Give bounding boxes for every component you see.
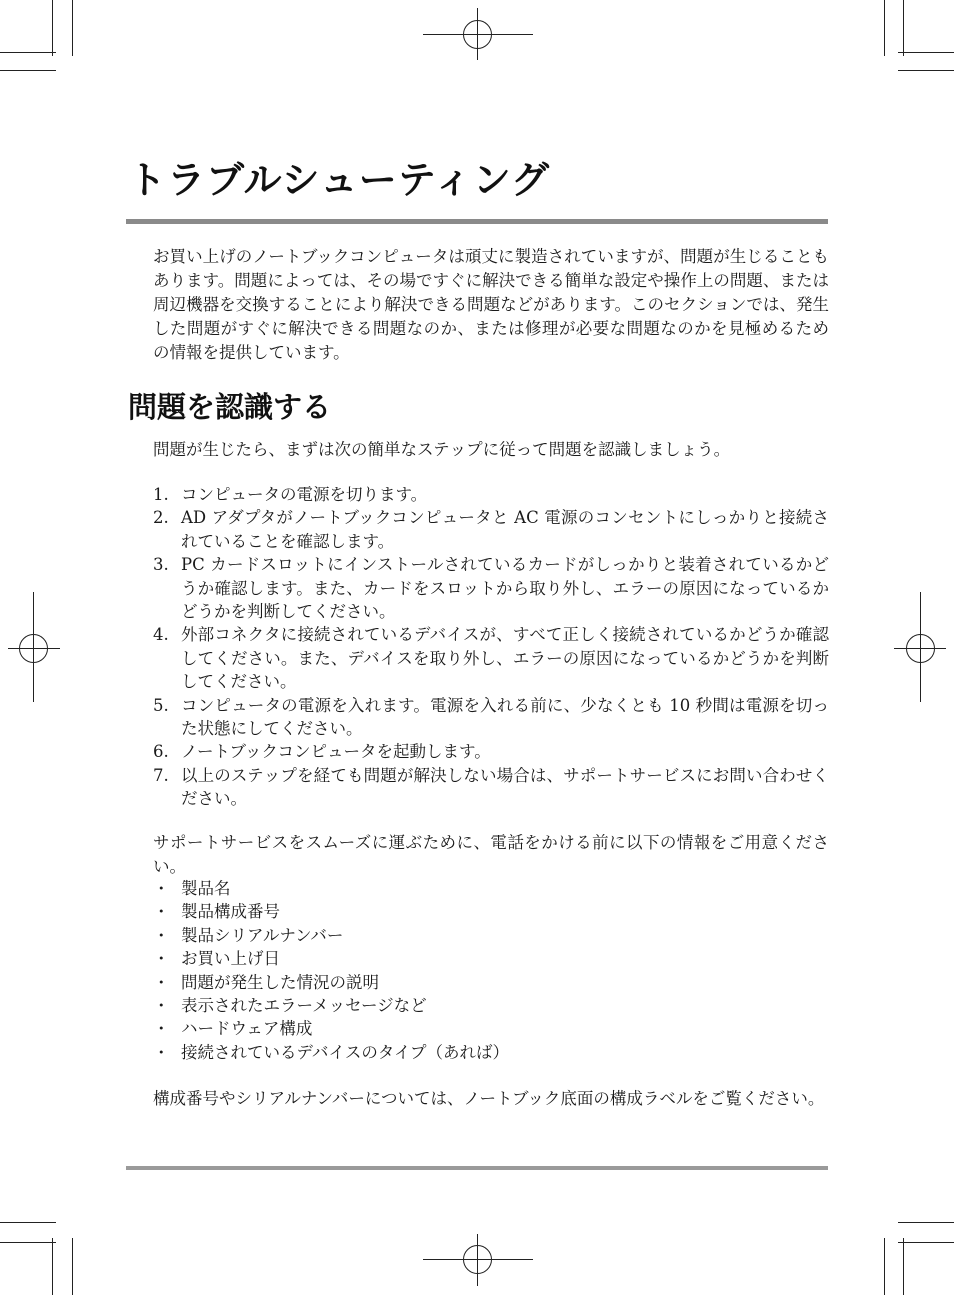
step-number: 3. bbox=[153, 555, 169, 575]
step-text: 外部コネクタに接続されているデバイスが、すべて正しく接続されているかどうか確認してください。また、デバイスを取り外し、エラーの原因になっているかどうかを判断してください。 bbox=[181, 625, 829, 692]
bullet: ・ bbox=[153, 1019, 170, 1039]
bullet: ・ bbox=[153, 996, 170, 1016]
step-item bbox=[153, 623, 829, 693]
required-info-list bbox=[153, 877, 829, 1064]
steps-list bbox=[153, 483, 829, 811]
footer-divider bbox=[126, 1166, 828, 1170]
step-number: 5. bbox=[153, 695, 169, 715]
page-title: トラブルシューティング bbox=[128, 158, 550, 202]
list-item: ・ ハードウェア構成 bbox=[153, 1017, 829, 1040]
list-item: ・ 接続されているデバイスのタイプ（あれば） bbox=[153, 1041, 829, 1064]
bullet: ・ bbox=[153, 879, 170, 898]
support-note: サポートサービスをスムーズに運ぶために、電話をかける前に以下の情報をご用意ください。 bbox=[153, 833, 829, 876]
intro-paragraph: お買い上げのノートブックコンピュータは頑丈に製造されていますが、問題が生じることもあります。問題によっては、その場ですぐに解決できる簡単な設定や操作上の問題、または周辺機器を交換することにより解決できる問題などがあります。このセクションでは、発生した問題がすぐに解決できる問題なのか、または修理が必要な問題なのかを見極めるための情報を提供しています。 bbox=[153, 247, 829, 362]
step-item bbox=[153, 740, 829, 763]
bullet: ・ bbox=[153, 949, 170, 969]
step-number: 6. bbox=[153, 742, 169, 762]
step-item bbox=[153, 506, 829, 553]
step-text: PC カードスロットにインストールされているカードがしっかりと装着されているかどうか確認します。また、カードをスロットから取り外し、エラーの原因になっているかどうかを判断してください。 bbox=[181, 555, 829, 622]
list-item: ・ 製品構成番号 bbox=[153, 900, 829, 923]
list-item: ・ 表示されたエラーメッセージなど bbox=[153, 994, 829, 1017]
lead-paragraph: 問題が生じたら、まずは次の簡単なステップに従って問題を認識しましょう。 bbox=[153, 440, 731, 459]
step-number: 7. bbox=[153, 765, 169, 785]
section-heading: 問題を認識する bbox=[128, 390, 332, 424]
closing-paragraph: 構成番号やシリアルナンバーについては、ノートブック底面の構成ラベルをご覧ください。 bbox=[153, 1089, 825, 1108]
list-item: ・ お買い上げ日 bbox=[153, 947, 829, 970]
step-number: 4. bbox=[153, 625, 169, 645]
step-number: 2. bbox=[153, 508, 169, 528]
step-item bbox=[153, 764, 829, 811]
title-divider bbox=[126, 219, 828, 224]
step-text: コンピュータの電源を入れます。電源を入れる前に、少なくとも 10 秒間は電源を切った状態にしてください。 bbox=[181, 695, 829, 739]
step-item bbox=[153, 553, 829, 623]
list-item: ・ 製品シリアルナンバー bbox=[153, 924, 829, 947]
bullet: ・ bbox=[153, 1042, 170, 1062]
list-item: ・ 製品名 bbox=[153, 877, 829, 900]
step-text: AD アダプタがノートブックコンピュータと AC 電源のコンセントにしっかりと接続されていることを確認します。 bbox=[181, 508, 829, 551]
step-text: ノートブックコンピュータを起動します。 bbox=[181, 742, 491, 762]
bullet: ・ bbox=[153, 925, 170, 945]
step-number: 1. bbox=[153, 485, 169, 504]
list-item: ・ 問題が発生した情況の説明 bbox=[153, 971, 829, 994]
bullet: ・ bbox=[153, 972, 170, 992]
step-item bbox=[153, 694, 829, 741]
step-item bbox=[153, 483, 829, 506]
step-text: コンピュータの電源を切ります。 bbox=[181, 485, 428, 504]
bullet: ・ bbox=[153, 902, 170, 922]
step-text: 以上のステップを経ても問題が解決しない場合は、サポートサービスにお問い合わせください。 bbox=[181, 765, 829, 809]
